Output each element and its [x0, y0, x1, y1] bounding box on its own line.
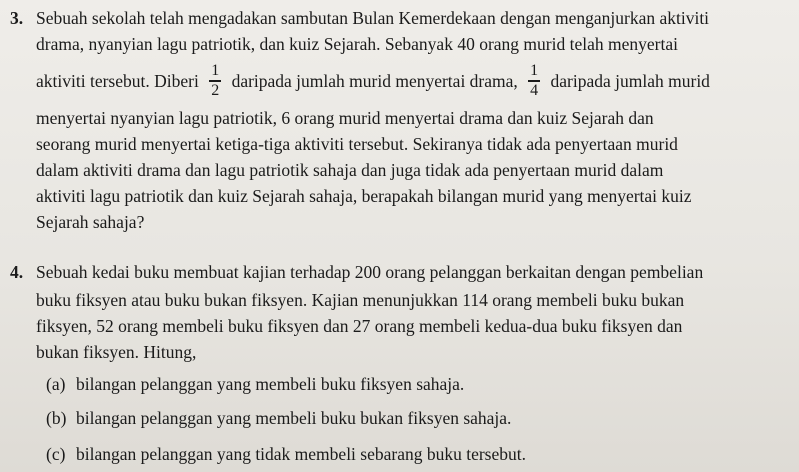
part-label: (c)	[46, 444, 66, 464]
part-text: bilangan pelanggan yang membeli buku fiksyen sahaja.	[76, 374, 465, 394]
q3-text-line: Sebuah sekolah telah mengadakan sambutan Bulan Kemerdekaan dengan menganjurkan aktiviti	[36, 8, 710, 28]
question-3	[10, 8, 791, 232]
q3-line-2: drama, nyanyian lagu patriotik, dan kuiz Sejarah. Sebanyak 40 orang murid telah menyertai	[36, 34, 678, 54]
q3-line-7: aktiviti lagu patriotik dan kuiz Sejarah sahaja, berapakah bilangan murid yang menyertai kuiz	[36, 186, 692, 206]
fraction-numerator: 1	[211, 62, 220, 80]
q4-line-2: buku fiksyen atau buku bukan fiksyen. Kajian menunjukkan 114 orang membeli buku bukan	[36, 290, 685, 310]
fraction-half	[209, 63, 221, 99]
q4-part-c	[10, 444, 791, 464]
q4-line-1	[10, 262, 791, 284]
q3-line-3	[10, 64, 791, 98]
q3-line-1	[10, 8, 791, 30]
q3-line-6: dalam aktiviti drama dan lagu patriotik sahaja dan juga tidak ada penyertaan murid dalam	[36, 160, 664, 180]
fraction-denominator: 4	[530, 81, 539, 99]
fraction-denominator: 2	[211, 81, 220, 99]
q3-line-3-part-1: aktiviti tersebut. Diberi	[36, 71, 199, 91]
question-number: 3.	[10, 8, 24, 28]
q3-line-4: menyertai nyanyian lagu patriotik, 6 orang murid menyertai drama dan kuiz Sejarah dan	[36, 108, 654, 128]
q3-line-8: Sejarah sahaja?	[36, 212, 145, 232]
part-text: bilangan pelanggan yang tidak membeli sebarang buku tersebut.	[76, 444, 527, 464]
q4-part-b	[10, 408, 791, 428]
question-number: 4.	[10, 262, 24, 282]
fraction-quarter	[528, 63, 540, 99]
q4-text-line: Sebuah kedai buku membuat kajian terhadap 200 orang pelanggan berkaitan dengan pembelian	[36, 262, 704, 282]
q4-line-4: bukan fiksyen. Hitung,	[36, 342, 197, 362]
q3-line-3-part-3: daripada jumlah murid	[550, 71, 710, 91]
fraction-numerator: 1	[530, 62, 539, 80]
q3-line-5: seorang murid menyertai ketiga-tiga aktiviti tersebut. Sekiranya tidak ada penyertaan murid	[36, 134, 678, 154]
q4-line-3: fiksyen, 52 orang membeli buku fiksyen dan 27 orang membeli kedua-dua buku fiksyen dan	[36, 316, 683, 336]
q4-part-a	[10, 374, 791, 394]
part-label: (a)	[46, 374, 66, 394]
part-label: (b)	[46, 408, 67, 428]
question-4	[10, 262, 791, 464]
part-text: bilangan pelanggan yang membeli buku bukan fiksyen sahaja.	[76, 408, 512, 428]
q3-line-3-part-2: daripada jumlah murid menyertai drama,	[231, 71, 518, 91]
